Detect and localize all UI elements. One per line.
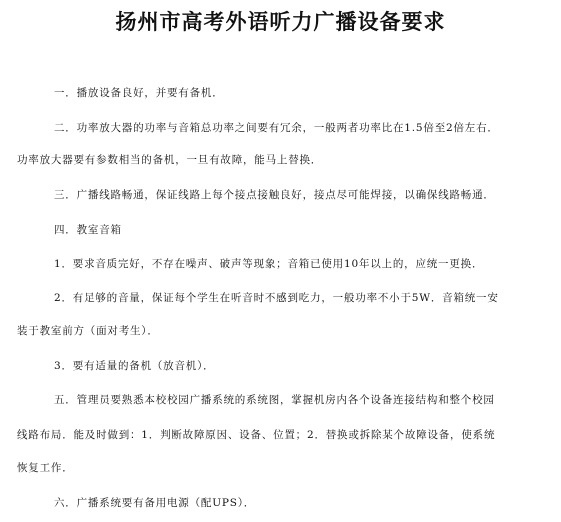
paragraph-line-3: 功率放大器要有参数相当的备机，一旦有故障，能马上替换．: [17, 154, 323, 166]
paragraph-line-1: 一．播放设备良好，并要有备机．: [54, 87, 224, 99]
paragraph-line-7: 2．有足够的音量，保证每个学生在听音时不感到吃力，一般功率不小于5W．音箱统一安: [54, 292, 499, 304]
document-title: 扬州市高考外语听力广播设备要求: [115, 9, 446, 34]
paragraph-line-12: 恢复工作．: [17, 462, 74, 474]
paragraph-line-8: 装于教室前方（面对考生）．: [17, 325, 159, 337]
paragraph-line-2: 二．功率放大器的功率与音箱总功率之间要有冗余，一般两者功率比在1.5倍至2倍左右．: [54, 122, 499, 134]
paragraph-line-6: 1．要求音质完好，不存在噪声、破声等现象；音箱已使用10年以上的，应统一更换．: [54, 258, 484, 270]
paragraph-line-11: 线路布局．能及时做到：1．判断故障原因、设备、位置；2．替换或拆除某个故障设备，使系统: [17, 429, 496, 441]
paragraph-line-4: 三．广播线路畅通，保证线路上每个接点接触良好，接点尽可能焊接，以确保线路畅通．: [54, 189, 495, 201]
paragraph-line-13: 六．广播系统要有备用电源（配UPS）．: [54, 497, 256, 509]
paragraph-line-5: 四．教室音箱: [54, 224, 122, 236]
paragraph-line-10: 五．管理员要熟悉本校校园广播系统的系统图，掌握机房内各个设备连接结构和整个校园: [54, 394, 495, 406]
paragraph-line-9: 3．要有适量的备机（放音机）．: [54, 360, 215, 372]
